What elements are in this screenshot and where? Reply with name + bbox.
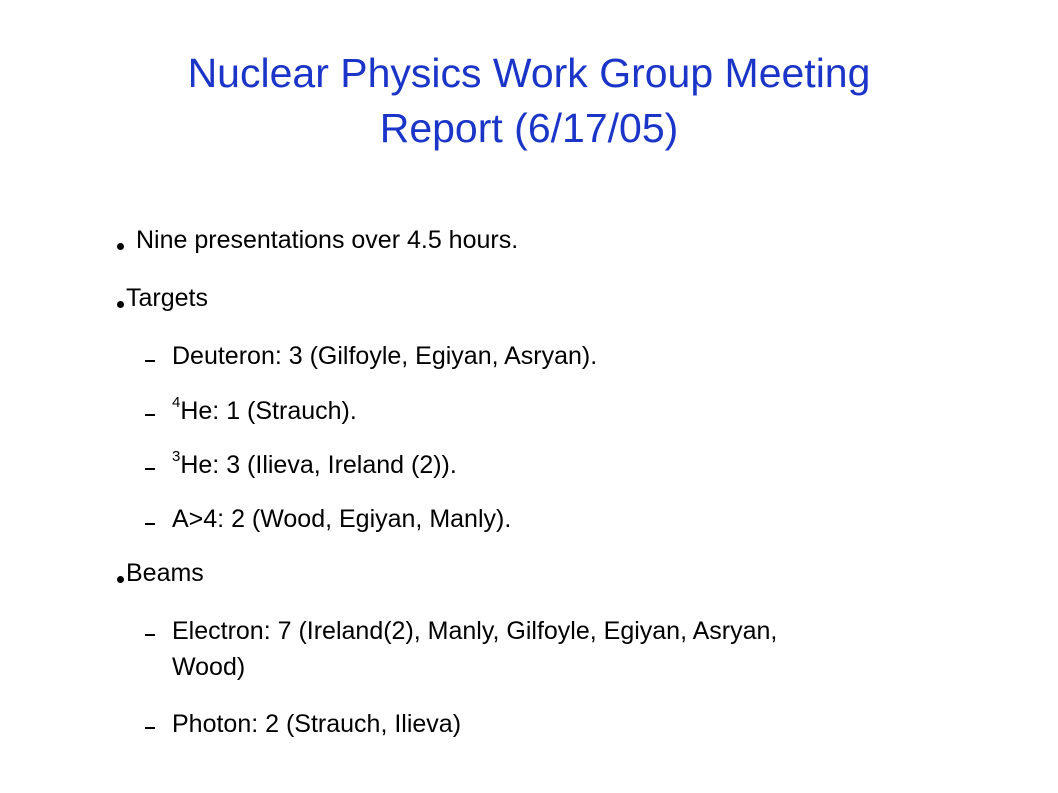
he4-text: He: 1 (Strauch). (180, 397, 357, 425)
he3-text: He: 3 (Ilieva, Ireland (2)). (180, 451, 457, 479)
bullet-dot-icon (117, 301, 124, 308)
sub-bullet-dash-icon (145, 360, 155, 362)
title-line-1: Nuclear Physics Work Group Meeting (187, 50, 871, 96)
sub-bullet-dash-icon (145, 468, 155, 470)
target-he4 (172, 393, 357, 426)
bullet-presentations: Nine presentations over 4.5 hours. (136, 226, 519, 254)
beam-electron-line-2: Wood) (172, 653, 246, 681)
bullet-dot-icon (117, 576, 124, 583)
sub-bullet-dash-icon (145, 634, 155, 636)
slide-title (60, 46, 998, 156)
sub-bullet-dash-icon (145, 523, 155, 525)
beam-photon: Photon: 2 (Strauch, Ilieva) (172, 710, 462, 738)
he4-mass-number: 4 (172, 393, 181, 411)
bullet-dot-icon (117, 243, 124, 250)
he3-mass-number: 3 (172, 447, 181, 465)
sub-bullet-dash-icon (145, 727, 155, 729)
bullet-beams: Beams (126, 559, 204, 587)
target-a-gt-4: A>4: 2 (Wood, Egiyan, Manly). (172, 505, 512, 533)
target-he3 (172, 447, 457, 480)
title-line-2: Report (6/17/05) (379, 105, 679, 151)
beam-electron-line-1: Electron: 7 (Ireland(2), Manly, Gilfoyle, Egiyan, Asryan, (172, 617, 778, 645)
target-deuteron: Deuteron: 3 (Gilfoyle, Egiyan, Asryan). (172, 342, 598, 370)
bullet-targets: Targets (126, 284, 208, 312)
sub-bullet-dash-icon (145, 414, 155, 416)
